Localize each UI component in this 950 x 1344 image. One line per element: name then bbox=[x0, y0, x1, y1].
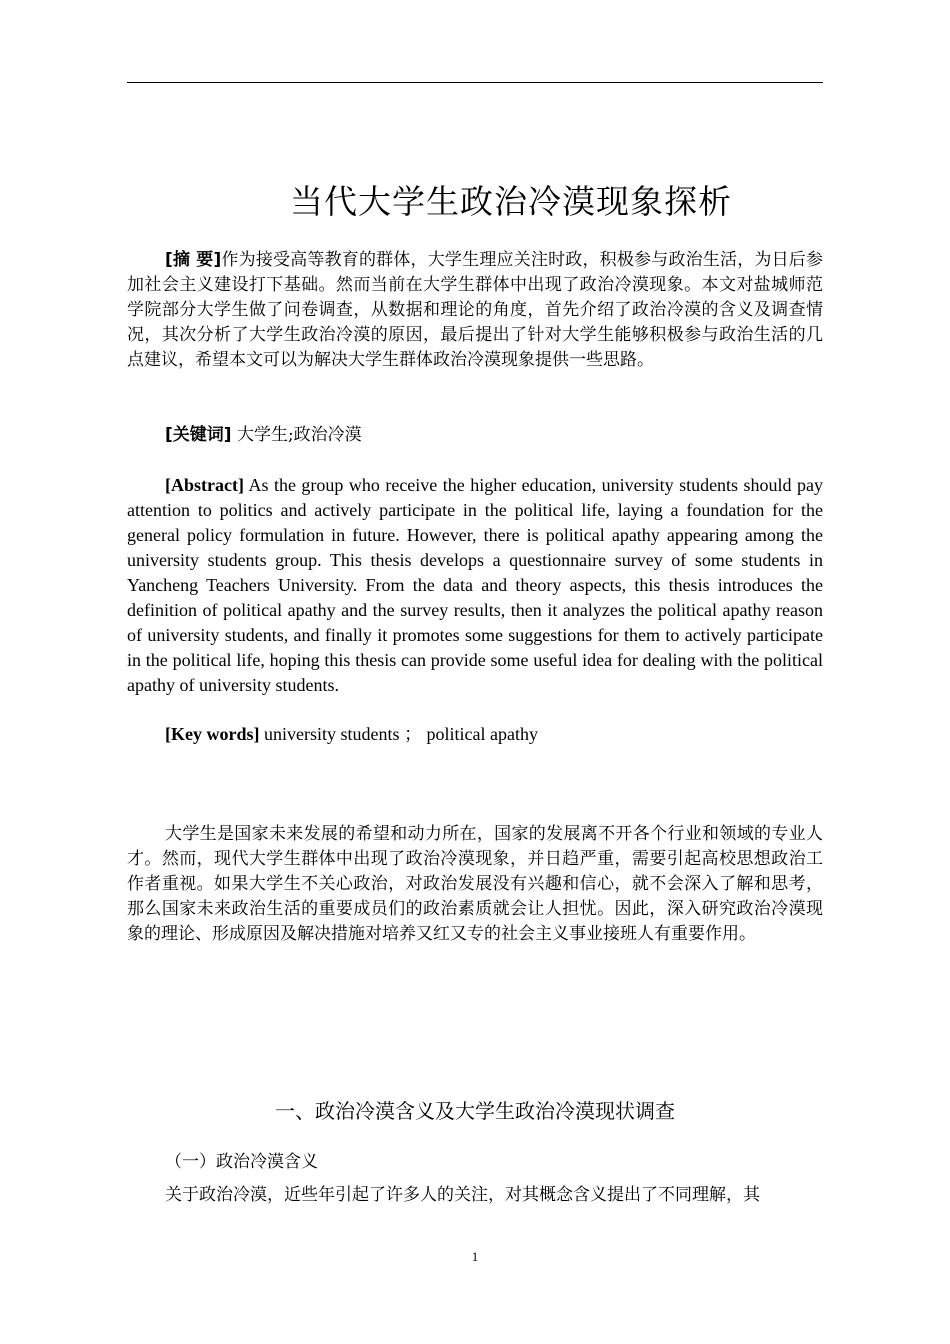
abstract-text: 作为接受高等教育的群体，大学生理应关注时政，积极参与政治生活，为日后参加社会主义建设打下基础。然而当前在大学生群体中出现了政治冷漠现象。本文对盐城师范学院部分大学生做了问卷调查，从数据和理论的角度，首先介绍了政治冷漠的含义及调查情况，其次分析了大学生政治冷漠的原因，最后提出了针对大学生能够积极参与政治生活的几点建议，希望本文可以为解决大学生群体政治冷漠现象提供一些思路。 bbox=[127, 250, 823, 370]
chinese-abstract bbox=[127, 248, 823, 373]
english-abstract bbox=[127, 473, 823, 698]
keywords-label: [关键词] bbox=[165, 425, 232, 445]
keywords-text: 大学生;政治冷漠 bbox=[236, 425, 362, 445]
subsection-1-text: 关于政治冷漠，近些年引起了许多人的关注，对其概念含义提出了不同理解，其 bbox=[165, 1185, 760, 1205]
english-abstract-label: [Abstract] bbox=[165, 475, 244, 495]
section-1-heading: 一、政治冷漠含义及大学生政治冷漠现状调查 bbox=[275, 1099, 675, 1123]
english-abstract-text: As the group who receive the higher education, university students should pay attention to politics and actively participate in the political life, laying a foundation for the general policy formulation in future. However, there is political apathy appearing among the university students group. This thesis develops a questionnaire survey of some students in Yancheng Teachers University. From the data and theory aspects, this thesis introduces the definition of political apathy and the survey results, then it analyzes the political apathy reason of university students, and finally it promotes some suggestions for them to actively participate in the political life, hoping this thesis can provide some useful idea for dealing with the political apathy of university students. bbox=[127, 475, 823, 695]
subsection-1-heading: （一）政治冷漠含义 bbox=[165, 1152, 318, 1172]
paper-title: 当代大学生政治冷漠现象探析 bbox=[290, 182, 732, 221]
english-keywords bbox=[127, 722, 823, 747]
english-keywords-text: university students ； political apathy bbox=[263, 724, 538, 744]
intro-paragraph: 大学生是国家未来发展的希望和动力所在，国家的发展离不开各个行业和领域的专业人才。然而，现代大学生群体中出现了政治冷漠现象，并日趋严重，需要引起高校思想政治工作者重视。如果大学生不关心政治，对政治发展没有兴趣和信心，就不会深入了解和思考，那么国家未来政治生活的重要成员们的政治素质就会让人担忧。因此，深入研究政治冷漠现象的理论、形成原因及解决措施对培养又红又专的社会主义事业接班人有重要作用。 bbox=[127, 824, 823, 944]
abstract-label: [摘 要] bbox=[165, 250, 222, 270]
page-number: 1 bbox=[471, 1249, 479, 1264]
header-rule bbox=[127, 82, 823, 83]
chinese-keywords bbox=[127, 423, 823, 448]
english-keywords-label: [Key words] bbox=[165, 724, 260, 744]
